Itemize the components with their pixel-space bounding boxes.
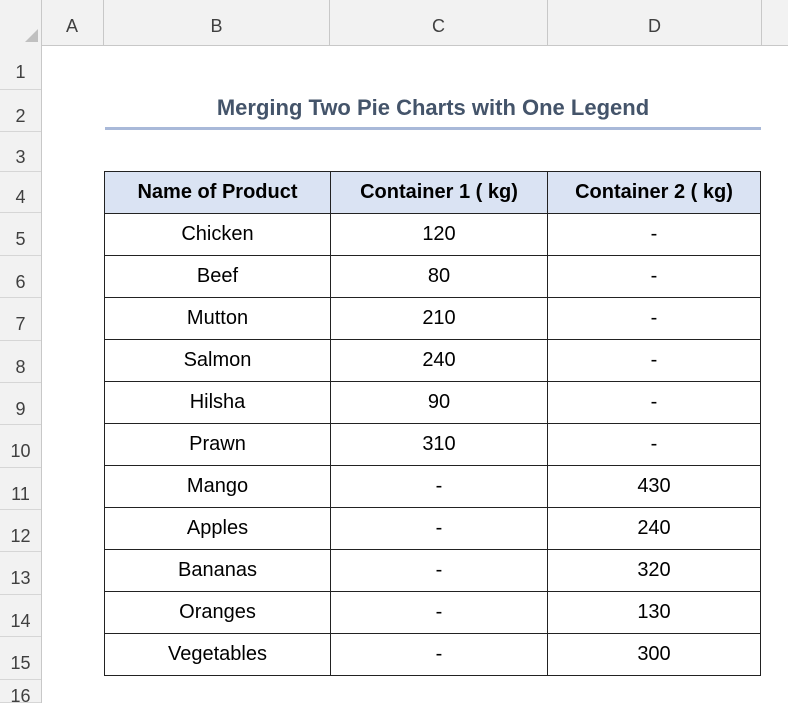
row-header-8[interactable]: 8 (0, 341, 41, 383)
row-header-12[interactable]: 12 (0, 510, 41, 552)
row-header-9[interactable]: 9 (0, 383, 41, 425)
cell-product[interactable]: Apples (105, 508, 331, 550)
table-row (105, 340, 761, 382)
table-row (105, 298, 761, 340)
row-header-6[interactable]: 6 (0, 256, 41, 298)
table-row (105, 214, 761, 256)
cell-container-2[interactable]: - (548, 298, 761, 340)
row-header-4[interactable]: 4 (0, 172, 41, 213)
cell-container-1[interactable]: - (331, 634, 548, 676)
cell-product[interactable]: Salmon (105, 340, 331, 382)
cell-container-1[interactable]: 120 (331, 214, 548, 256)
select-all-icon (25, 29, 38, 42)
row-header-7[interactable]: 7 (0, 298, 41, 341)
header-cell-container-2[interactable]: Container 2 ( kg) (548, 172, 761, 214)
header-cell-container-1[interactable]: Container 1 ( kg) (331, 172, 548, 214)
table-row (105, 382, 761, 424)
cell-product[interactable]: Hilsha (105, 382, 331, 424)
title-underline (105, 127, 761, 130)
cell-product[interactable]: Beef (105, 256, 331, 298)
cell-container-2[interactable]: - (548, 340, 761, 382)
row-header-1[interactable]: 1 (0, 45, 41, 90)
row-header-3[interactable]: 3 (0, 132, 41, 172)
table-row (105, 256, 761, 298)
cell-product[interactable]: Chicken (105, 214, 331, 256)
row-header-2[interactable]: 2 (0, 90, 41, 132)
table-row (105, 424, 761, 466)
column-header-a[interactable]: A (41, 0, 104, 45)
column-header-c[interactable]: C (330, 0, 548, 45)
cell-container-2[interactable]: 430 (548, 466, 761, 508)
cell-product[interactable]: Mutton (105, 298, 331, 340)
product-table (104, 171, 761, 676)
cell-container-1[interactable]: 210 (331, 298, 548, 340)
cell-product[interactable]: Bananas (105, 550, 331, 592)
table-row (105, 550, 761, 592)
row-header-16[interactable]: 16 (0, 680, 41, 703)
cell-container-1[interactable]: 80 (331, 256, 548, 298)
cell-container-1[interactable]: - (331, 466, 548, 508)
table-row (105, 508, 761, 550)
cell-container-2[interactable]: 240 (548, 508, 761, 550)
cell-product[interactable]: Prawn (105, 424, 331, 466)
row-header-5[interactable]: 5 (0, 213, 41, 256)
cell-container-1[interactable]: - (331, 550, 548, 592)
table-row (105, 466, 761, 508)
cell-product[interactable]: Oranges (105, 592, 331, 634)
row-header-10[interactable]: 10 (0, 425, 41, 468)
row-header-15[interactable]: 15 (0, 637, 41, 680)
row-header-14[interactable]: 14 (0, 595, 41, 637)
row-header-13[interactable]: 13 (0, 552, 41, 595)
header-cell-product[interactable]: Name of Product (105, 172, 331, 214)
cell-container-1[interactable]: 310 (331, 424, 548, 466)
row-header-11[interactable]: 11 (0, 468, 41, 510)
cell-container-1[interactable]: 240 (331, 340, 548, 382)
cell-container-2[interactable]: 320 (548, 550, 761, 592)
table-row (105, 592, 761, 634)
select-all-corner[interactable] (0, 0, 42, 45)
column-header-b[interactable]: B (104, 0, 330, 45)
cell-container-2[interactable]: - (548, 214, 761, 256)
cell-container-1[interactable]: - (331, 508, 548, 550)
cell-container-2[interactable]: - (548, 256, 761, 298)
cell-product[interactable]: Vegetables (105, 634, 331, 676)
column-header-d[interactable]: D (548, 0, 762, 45)
cell-container-2[interactable]: - (548, 382, 761, 424)
table-header-row (105, 172, 761, 214)
cell-container-1[interactable]: - (331, 592, 548, 634)
sheet-title[interactable]: Merging Two Pie Charts with One Legend (216, 95, 650, 120)
cell-container-1[interactable]: 90 (331, 382, 548, 424)
table-row (105, 634, 761, 676)
cell-container-2[interactable]: - (548, 424, 761, 466)
cell-container-2[interactable]: 130 (548, 592, 761, 634)
cell-product[interactable]: Mango (105, 466, 331, 508)
cell-container-2[interactable]: 300 (548, 634, 761, 676)
